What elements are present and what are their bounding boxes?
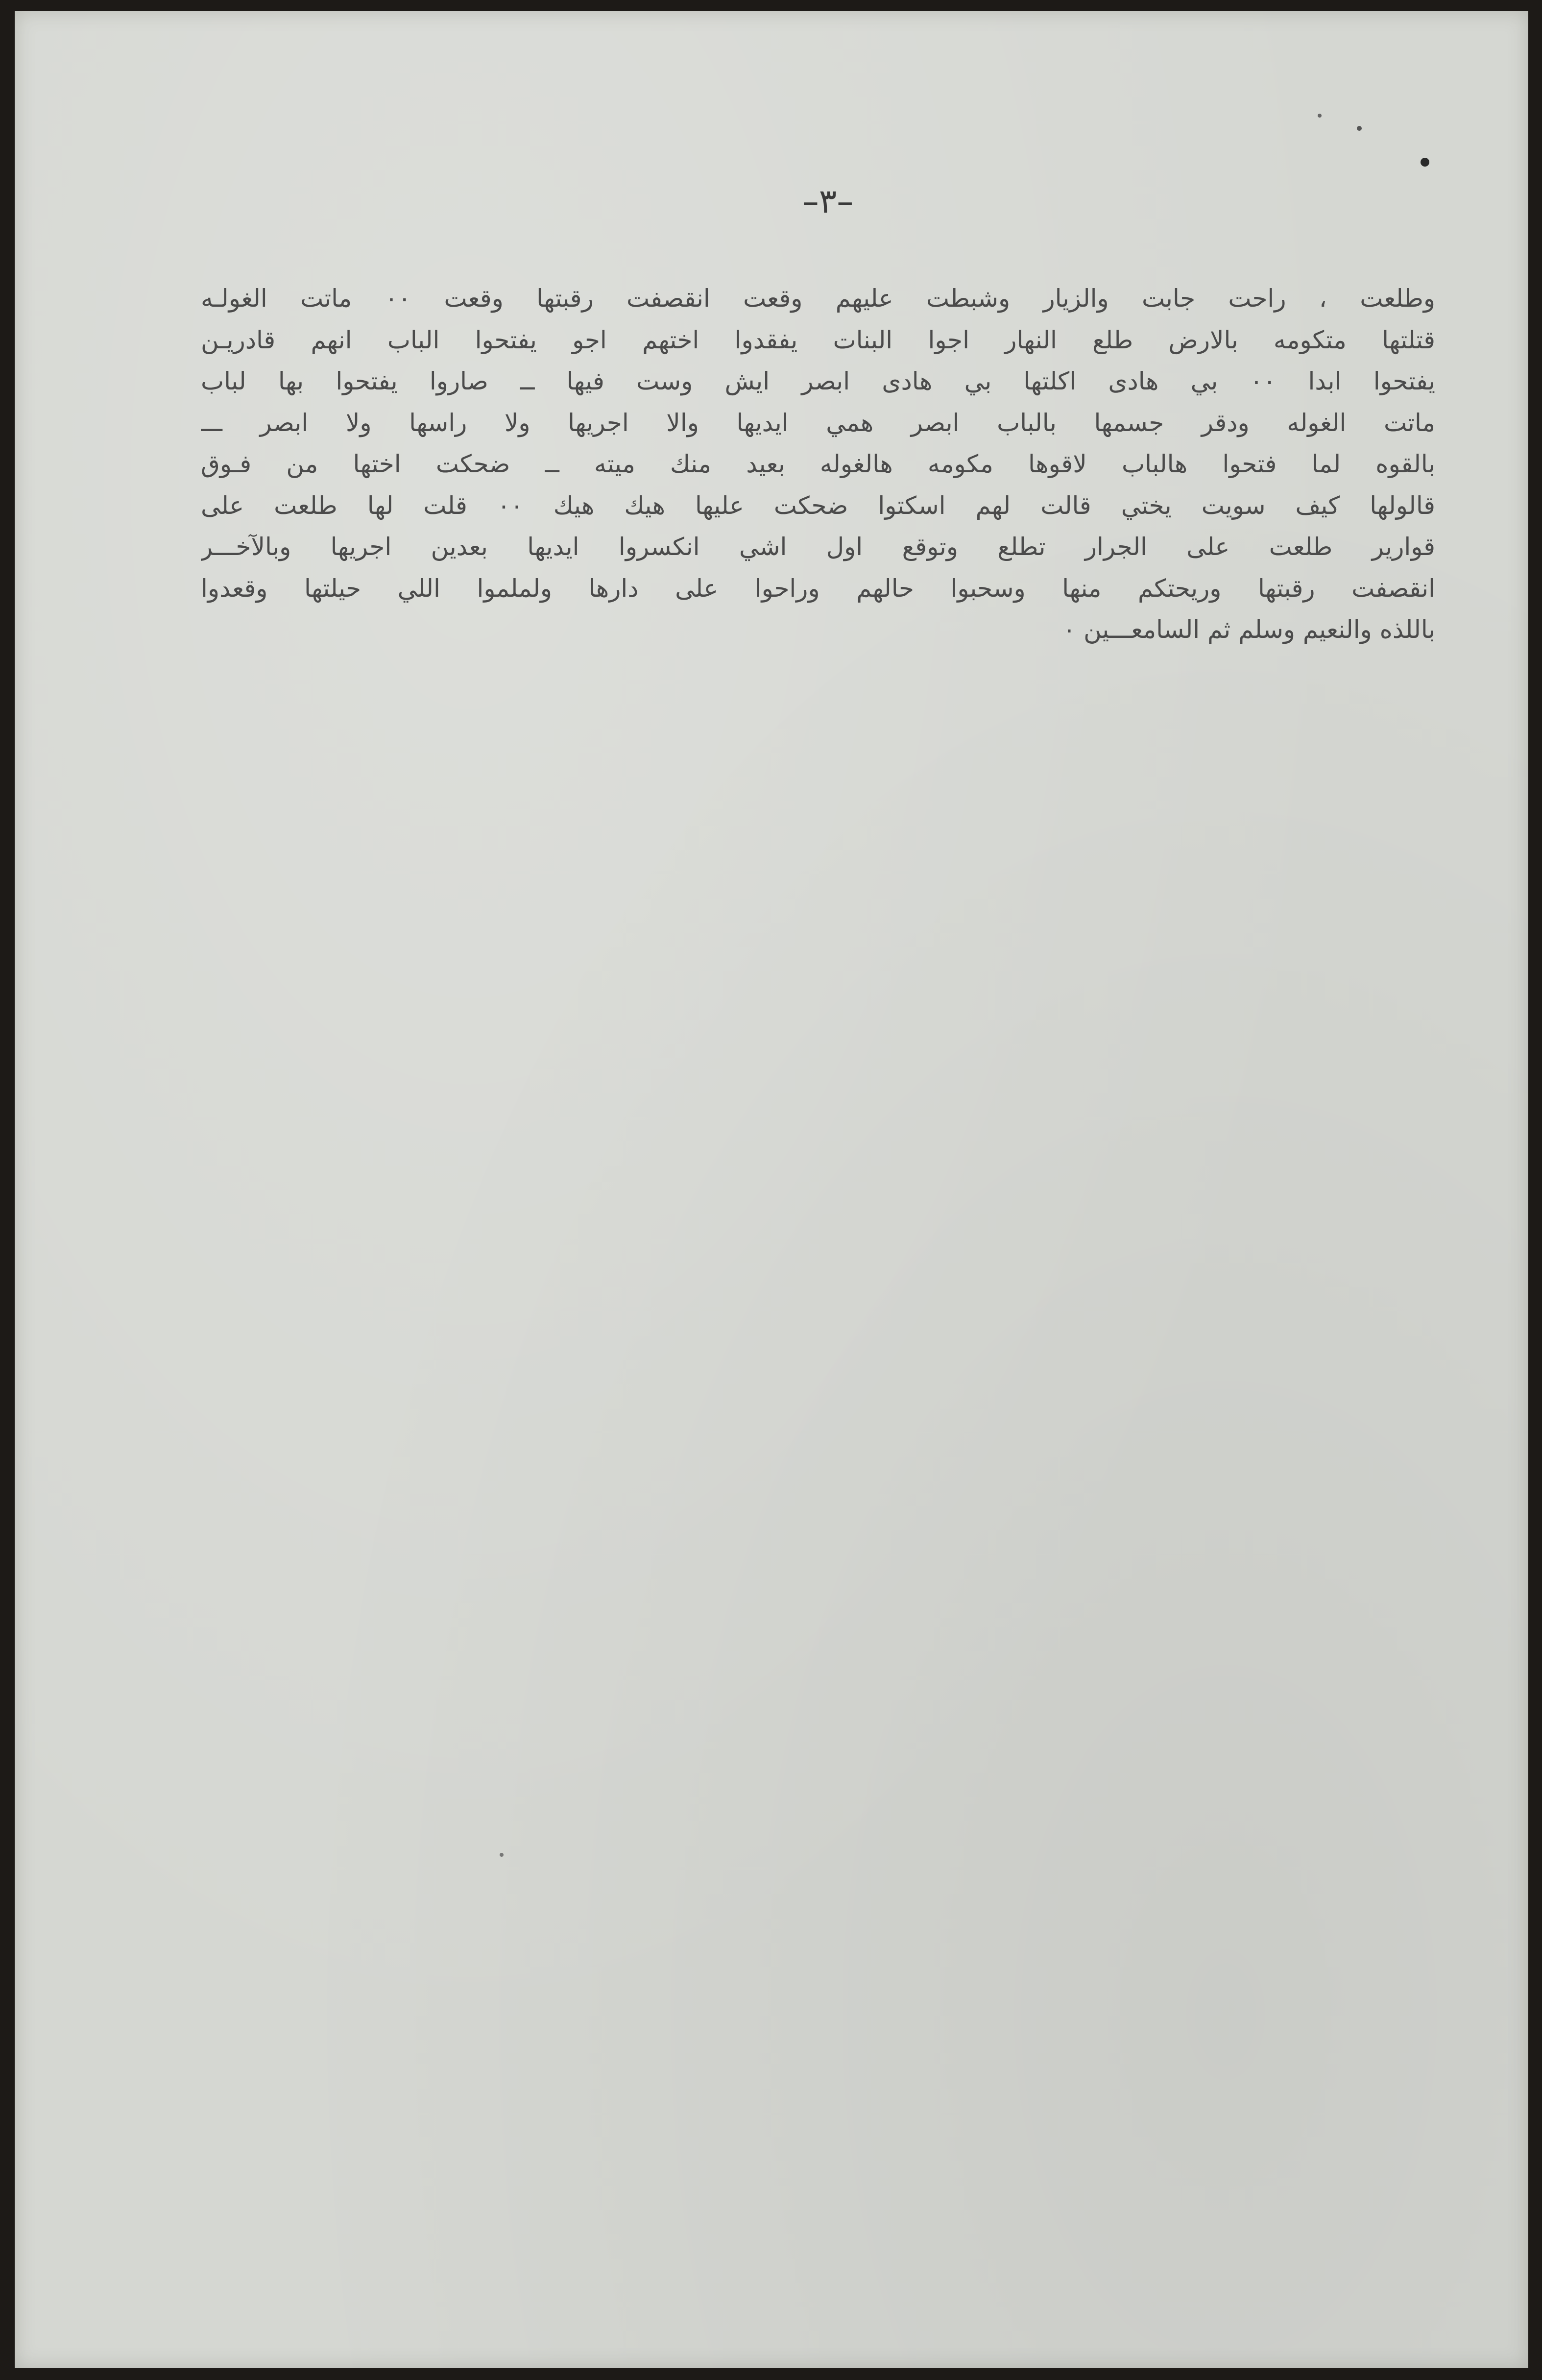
paper-speck [1421, 158, 1429, 167]
text-line: انقصفت رقبتها وريحتكم منها وسحبوا حالهم وراحوا على دارها ولملموا اللي حيلتها وقعدوا [201, 574, 1435, 603]
text-line: قوارير طلعت على الجرار تطلع وتوقع اول اشي انكسروا ايديها بعدين اجريها وبالآخـــر [201, 533, 1435, 561]
text-line: وطلعت ، راحت جابت والزيار وشبطت عليهم وقعت انقصفت رقبتها وقعت ٠٠ ماتت الغولـه [201, 284, 1435, 313]
paper-speck [500, 1853, 504, 1857]
text-line: قالولها كيف سويت يختي قالت لهم اسكتوا ضحكت عليها هيك هيك ٠٠ قلت لها طلعت على [201, 491, 1435, 520]
text-line: يفتحوا ابدا ٠٠ بي هادى اكلتها بي هادى ابصر ايش وست فيها ــ صاروا يفتحوا بها لباب [201, 367, 1435, 395]
text-line: قتلتها متكومه بالارض طلع النهار اجوا البنات يفقدوا اختهم اجو يفتحوا الباب انهم قادريـن [201, 325, 1435, 354]
text-line: ماتت الغوله ودقر جسمها بالباب ابصر همي ايديها والا اجريها ولا راسها ولا ابصر ـــ [201, 408, 1435, 437]
paper-speck [1318, 114, 1322, 118]
text-line: بالقوه لما فتحوا هالباب لاقوها مكومه هالغوله بعيد منك ميته ــ ضحكت اختها من فـوق [201, 450, 1435, 478]
body-text [201, 278, 1435, 651]
paper-sheet [15, 11, 1528, 2368]
text-line: باللذه والنعيم وسلم ثم السامعـــين ٠ [1062, 615, 1435, 644]
page-number: –٣– [802, 182, 854, 221]
paper-speck [1357, 126, 1362, 131]
